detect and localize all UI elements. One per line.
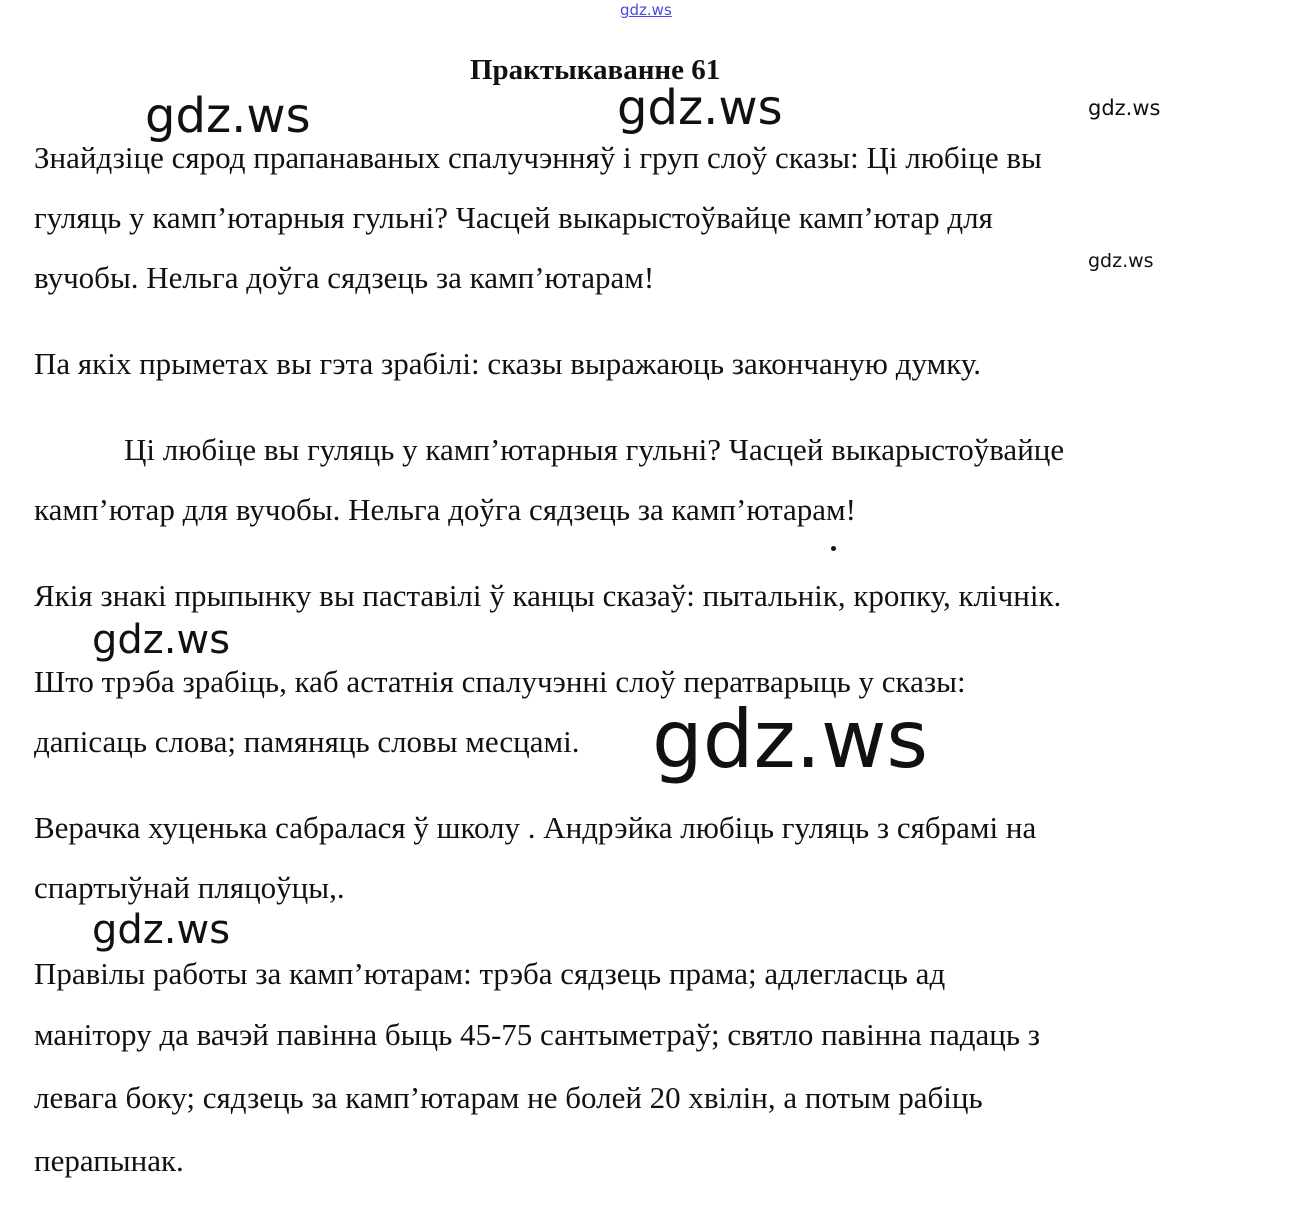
paragraph-line: Верачка хуценька сабралася ў школу . Андрэйка любіць гуляць з сябрамі на <box>34 810 1037 845</box>
watermark: gdz.ws <box>92 617 231 663</box>
watermark: gdz.ws <box>145 88 311 144</box>
paragraph-line: Што трэба зрабіць, каб астатнія спалучэнні слоў ператварыць у сказы: <box>34 664 966 699</box>
watermark-link-top[interactable]: gdz.ws <box>620 1 672 19</box>
watermark: gdz.ws <box>617 80 783 136</box>
paragraph-line: Ці любіце вы гуляць у камп’ютарныя гульні? Часцей выкарыстоўвайце <box>124 432 1065 467</box>
watermark: gdz.ws <box>1088 96 1161 120</box>
paragraph-line: Якія знакі прыпынку вы паставілі ў канцы сказаў: пытальнік, кропку, клічнік. <box>34 578 1062 613</box>
paragraph-line: камп’ютар для вучобы. Нельга доўга сядзець за камп’ютарам! <box>34 492 856 527</box>
paragraph-line: вучобы. Нельга доўга сядзець за камп’ютарам! <box>34 260 655 295</box>
paragraph-line: дапісаць слова; памяняць словы месцамі. <box>34 724 580 759</box>
page-title: Практыкаванне 61 <box>470 54 721 86</box>
watermark: gdz.ws <box>92 907 231 953</box>
stray-dot <box>831 546 836 551</box>
paragraph-line: гуляць у камп’ютарныя гульні? Часцей выкарыстоўвайце камп’ютар для <box>34 200 993 235</box>
paragraph-line: манітору да вачэй павінна быць 45-75 сантыметраў; святло павінна падаць з <box>34 1017 1040 1052</box>
paragraph-line: Па якіх прыметах вы гэта зрабілі: сказы выражаюць закончаную думку. <box>34 346 981 381</box>
paragraph-line: левага боку; сядзець за камп’ютарам не болей 20 хвілін, а потым рабіць <box>34 1080 983 1115</box>
watermark: gdz.ws <box>1088 250 1154 272</box>
paragraph-line: спартыўнай пляцоўцы,. <box>34 870 345 905</box>
paragraph-line: Знайдзіце сярод прапанаваных спалучэнняў і груп слоў сказы: Ці любіце вы <box>34 140 1042 175</box>
watermark: gdz.ws <box>652 693 929 786</box>
paragraph-line: перапынак. <box>34 1143 184 1178</box>
paragraph-line: Правілы работы за камп’ютарам: трэба сядзець прама; адлегласць ад <box>34 956 946 991</box>
